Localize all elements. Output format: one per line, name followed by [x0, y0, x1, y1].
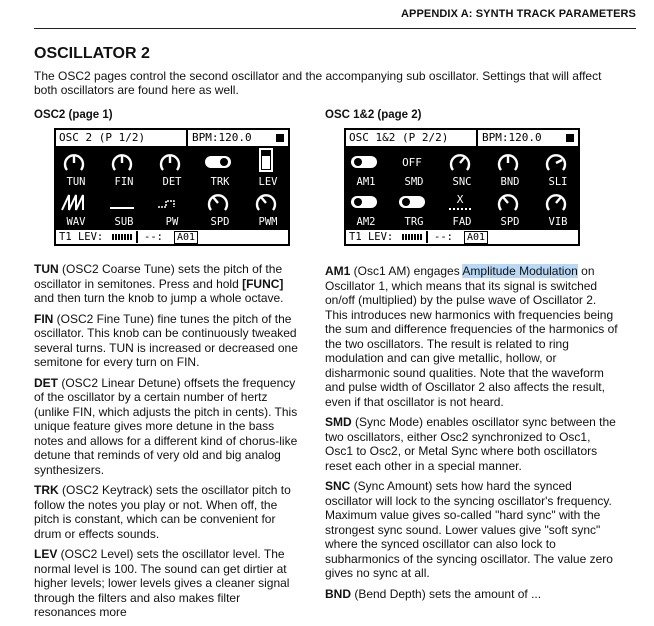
- toggle-icon: [203, 150, 233, 174]
- param-label-fin: FIN: [114, 176, 134, 188]
- trk-paragraph: [34, 483, 304, 541]
- footer-dash: --:: [144, 231, 163, 243]
- knob-icon: [107, 150, 137, 174]
- trk-text: (OSC2 Keytrack) sets the oscillator pitch to follow the notes you play or not. When off, the pitch is constant, which can be convenient for drum or effects sounds.: [34, 483, 291, 541]
- term-trk: TRK: [34, 483, 59, 497]
- param-label-am1: AM1: [356, 176, 376, 188]
- screen-title: OSC 1&2 (P 2/2): [349, 131, 449, 144]
- footer-separator: [426, 231, 428, 243]
- det-text: (OSC2 Linear Detune) offsets the frequency of the oscillator by a certain number of hertz (unlike FIN, which adjusts the pitch in cents). This unique feature gives more detune in the bass notes and allows for a different kind of chorus-like detune that reminds of very old and big analog synthesizers.: [34, 375, 298, 477]
- smd-text: (Sync Mode) enables oscillator sync between the two oscillators, either Osc2 synchronized to Osc1, Osc1 to Osc2, or Metal Sync where both oscillators reset each other in a special manner.: [325, 415, 616, 473]
- level-meter: [402, 234, 422, 240]
- param-label-pw: PW: [165, 216, 179, 228]
- sub-wave-icon: [107, 190, 137, 214]
- param-label-lev: LEV: [258, 176, 278, 188]
- fin-text: (OSC2 Fine Tune) fine tunes the pitch of the oscillator. This knob can be continuously tweaked several turns. TUN is increased or decreased one semitone for every turn on FIN.: [34, 311, 298, 369]
- x-dotted-icon: [445, 190, 475, 214]
- lev-text: (OSC2 Level) sets the oscillator level. The normal level is 100. The sound can get dirtier at higher levels; lower levels gives a cleaner signal through the filters and also makes filter resonances more: [34, 547, 290, 619]
- track-level-label: T1 LEV:: [349, 231, 394, 243]
- knob-icon: [59, 150, 89, 174]
- knob-icon: [493, 150, 523, 174]
- screen-title-bar: [56, 130, 288, 146]
- toggle-icon: [349, 190, 379, 214]
- fad-value: X: [456, 193, 464, 206]
- term-fin: FIN: [34, 311, 54, 326]
- term-lev: LEV: [34, 547, 58, 561]
- osc12-page2-screen: [344, 128, 580, 246]
- record-square-icon: [566, 134, 574, 142]
- param-label-am2: AM2: [356, 216, 376, 228]
- tun-text-end: and then turn the knob to jump a whole octave.: [34, 291, 284, 305]
- param-label-snc: SNC: [452, 176, 472, 188]
- param-label-trg: TRG: [404, 216, 424, 228]
- param-label-spd: SPD: [210, 216, 230, 228]
- screen-footer: [346, 230, 578, 244]
- header-rule: [34, 28, 636, 29]
- term-am1: AM1: [325, 264, 351, 278]
- level-bar-icon: [251, 148, 281, 172]
- highlighted-text: Amplitude Modulation: [462, 264, 578, 278]
- param-label-vib: VIB: [548, 216, 568, 228]
- left-column: [34, 262, 304, 626]
- bnd-text: (Bend Depth) sets the amount of ...: [351, 586, 542, 601]
- term-snc: SNC: [325, 479, 351, 493]
- param-label-smd: SMD: [404, 176, 424, 188]
- param-label-wav: WAV: [66, 216, 86, 228]
- knob-icon: [203, 190, 233, 214]
- param-label-tun: TUN: [66, 176, 86, 188]
- bpm-readout: BPM:120.0: [192, 131, 252, 144]
- footer-separator: [136, 231, 138, 243]
- osc2-page1-subtitle: OSC2 (page 1): [34, 109, 113, 121]
- term-tun: TUN: [34, 262, 59, 276]
- fin-paragraph: [34, 312, 304, 370]
- sawtooth-wave-icon: [59, 190, 89, 214]
- lev-paragraph: [34, 547, 304, 620]
- screen-title-bar: [346, 130, 578, 146]
- det-paragraph: [34, 376, 304, 478]
- param-label-sli: SLI: [548, 176, 568, 188]
- knob-icon: [541, 190, 571, 214]
- toggle-icon: [397, 190, 427, 214]
- func-key: [FUNC]: [242, 276, 284, 291]
- level-meter: [112, 234, 132, 240]
- knob-icon: [155, 150, 185, 174]
- param-label-bnd: BND: [500, 176, 520, 188]
- track-level-label: T1 LEV:: [59, 231, 104, 243]
- bpm-readout: BPM:120.0: [482, 131, 542, 144]
- param-label-spd: SPD: [500, 216, 520, 228]
- tun-paragraph: [34, 262, 304, 306]
- pulse-width-icon: [155, 190, 185, 214]
- tun-text: (OSC2 Coarse Tune) sets the pitch of the oscillator in semitones. Press and hold: [34, 262, 283, 291]
- screen-title: OSC 2 (P 1/2): [59, 131, 146, 144]
- param-label-fad: FAD: [452, 216, 472, 228]
- right-column: [325, 264, 618, 607]
- toggle-icon: [349, 150, 379, 174]
- title-separator: [186, 130, 188, 146]
- term-smd: SMD: [325, 415, 352, 429]
- bnd-paragraph: [325, 587, 618, 602]
- am1-text: (Osc1 AM) engages: [350, 264, 463, 278]
- am1-text-end: on Oscillator 1, which means that its signal is switched on/off (multiplied) by the pulse wave of Oscillator 2. This introduces new harmonics with frequencies being the sum and difference frequencies of the harmonics of the two oscillators. The result is related to ring modulation and can give metallic, hollow, or disharmonic sound qualities. Note that the waveform and pulse width of Oscillator 2 also affects the result, even if that oscillator is not heard.: [325, 264, 618, 409]
- param-label-sub: SUB: [114, 216, 134, 228]
- knob-icon: [445, 150, 475, 174]
- title-separator: [476, 130, 478, 146]
- section-title: OSCILLATOR 2: [34, 45, 150, 62]
- smd-paragraph: [325, 415, 618, 473]
- record-square-icon: [276, 134, 284, 142]
- term-bnd: BND: [325, 586, 351, 601]
- dotted-line: [449, 208, 471, 210]
- param-label-pwm: PWM: [258, 216, 278, 228]
- screen-footer: [56, 230, 288, 244]
- footer-dash: --:: [434, 231, 453, 243]
- pattern-indicator: A01: [464, 231, 488, 244]
- knob-icon: [493, 190, 523, 214]
- param-label-det: DET: [162, 176, 182, 188]
- param-label-trk: TRK: [210, 176, 230, 188]
- pattern-indicator: A01: [174, 231, 198, 244]
- appendix-header: APPENDIX A: SYNTH TRACK PARAMETERS: [400, 8, 636, 20]
- osc2-page1-screen: [54, 128, 290, 246]
- knob-icon: [541, 150, 571, 174]
- osc12-page2-subtitle: OSC 1&2 (page 2): [325, 109, 422, 121]
- knob-icon: [251, 190, 281, 214]
- term-det: DET: [34, 375, 58, 390]
- am1-paragraph: [325, 264, 618, 409]
- snc-paragraph: [325, 479, 618, 581]
- section-intro: The OSC2 pages control the second oscillator and the accompanying sub oscillator. Settings that will affect both oscillators are found here as well.: [34, 69, 602, 97]
- snc-text: (Sync Amount) sets how hard the synced oscillator will lock to the syncing oscillator's frequency. Maximum value gives so-called "hard sync" with the strongest sync sound. Lower values give "soft sync" where the synced oscillator can also lock to subharmonics of the syncing oscillator. The value zero gives no sync at all.: [325, 479, 613, 580]
- off-value: OFF: [402, 155, 422, 169]
